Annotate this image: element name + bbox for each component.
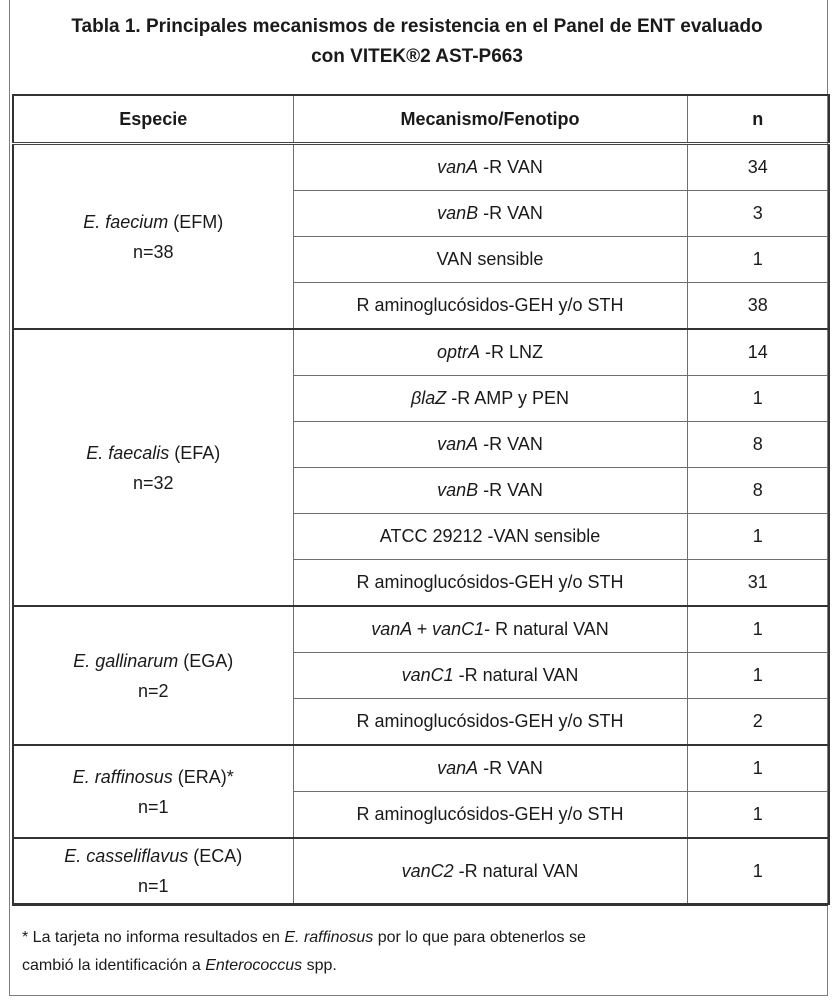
species-count: n=1 [137,796,169,817]
count-cell: 1 [687,838,829,904]
mechanism-text: R aminoglucósidos-GEH y/o STH [356,295,624,315]
count-cell: 1 [687,237,829,283]
mechanism-cell [293,237,687,283]
species-group [13,606,829,745]
header-row [13,95,829,144]
footnote-text-2: por lo que para obtenerlos se [373,929,586,946]
mechanism-cell [293,191,687,237]
count-cell: 1 [687,792,829,839]
mechanism-cell [293,792,687,839]
species-code: (ERA)* [172,766,234,787]
species-count: n=38 [132,241,174,262]
species-group [13,745,829,838]
mechanism-cell [293,329,687,376]
mechanism-text: ATCC 29212 -VAN sensible [379,526,601,546]
table-row [13,606,829,653]
mechanism-text: -R VAN [478,434,543,454]
mechanism-gene: βlaZ [411,388,447,408]
mechanism-cell [293,560,687,607]
mechanism-text: -R VAN [478,480,543,500]
table-row [13,144,829,191]
mechanism-cell [293,144,687,191]
table-title [0,12,834,72]
mechanism-text: -R natural VAN [453,860,579,881]
mechanism-gene: vanB [437,203,479,223]
header-n: n [687,95,829,144]
mechanism-cell [293,838,687,904]
mechanism-cell [293,468,687,514]
mechanism-cell [293,699,687,746]
mechanism-gene: vanB [437,480,479,500]
species-name: E. faecium [83,211,169,232]
mechanism-text: - R natural VAN [484,619,609,639]
species-group [13,329,829,606]
mechanism-text: -R VAN [478,203,543,223]
mechanism-cell [293,653,687,699]
species-cell [13,745,293,838]
species-count: n=2 [137,680,169,701]
species-cell [13,329,293,606]
mechanism-text: VAN sensible [436,249,544,269]
count-cell: 3 [687,191,829,237]
species-count: n=32 [132,472,174,493]
species-code: (EGA) [178,650,234,671]
species-group [13,144,829,330]
count-cell: 1 [687,376,829,422]
mechanism-cell [293,514,687,560]
resistance-table [12,94,830,905]
count-cell: 8 [687,468,829,514]
footnote-divider [12,904,828,906]
count-cell: 1 [687,745,829,792]
species-name: E. casseliflavus [64,846,189,866]
mechanism-gene: vanA [437,157,479,177]
title-line-2: con VITEK®2 AST-P663 [311,46,523,67]
mechanism-text: -R LNZ [480,342,544,362]
count-cell: 8 [687,422,829,468]
footnote-genus: Enterococcus [205,957,303,974]
mechanism-gene: vanC2 [401,860,454,881]
species-cell [13,144,293,330]
mechanism-cell [293,745,687,792]
mechanism-text: R aminoglucósidos-GEH y/o STH [356,711,624,731]
footnote-text-4: spp. [302,957,337,974]
mechanism-cell [293,422,687,468]
footnote-text-1: * La tarjeta no informa resultados en [22,929,285,946]
table-row [13,838,829,904]
mechanism-text: -R VAN [478,157,543,177]
count-cell: 1 [687,514,829,560]
species-count: n=1 [137,876,169,896]
species-cell [13,606,293,745]
count-cell: 34 [687,144,829,191]
species-code: (EFM) [168,211,224,232]
mechanism-text: -R VAN [478,758,543,778]
species-name: E. raffinosus [72,766,173,787]
mechanism-text: -R natural VAN [453,665,579,685]
title-line-1: Tabla 1. Principales mecanismos de resistencia en el Panel de ENT evaluado [71,16,763,37]
mechanism-cell [293,606,687,653]
mechanism-cell [293,283,687,330]
header-mechanism: Mecanismo/Fenotipo [293,95,687,144]
mechanism-gene: vanA [437,758,479,778]
footnote-species: E. raffinosus [284,929,374,946]
count-cell: 38 [687,283,829,330]
mechanism-text: -R AMP y PEN [446,388,569,408]
species-name: E. gallinarum [73,650,179,671]
count-cell: 31 [687,560,829,607]
mechanism-gene: optrA [436,342,481,362]
mechanism-text: R aminoglucósidos-GEH y/o STH [356,804,624,824]
table-row [13,329,829,376]
species-code: (EFA) [169,442,221,463]
table-row [13,745,829,792]
mechanism-gene: vanA [437,434,479,454]
footnote-text-3: cambió la identificación a [22,957,206,974]
species-cell [13,838,293,904]
mechanism-text: R aminoglucósidos-GEH y/o STH [356,572,624,592]
count-cell: 14 [687,329,829,376]
mechanism-gene: vanC1 [401,665,454,685]
count-cell: 1 [687,606,829,653]
count-cell: 2 [687,699,829,746]
mechanism-cell [293,376,687,422]
species-name: E. faecalis [86,442,170,463]
mechanism-gene: vanA + vanC1 [371,619,485,639]
species-group [13,838,829,904]
species-code: (ECA) [188,846,243,866]
count-cell: 1 [687,653,829,699]
footnote [22,924,812,980]
header-species: Especie [13,95,293,144]
